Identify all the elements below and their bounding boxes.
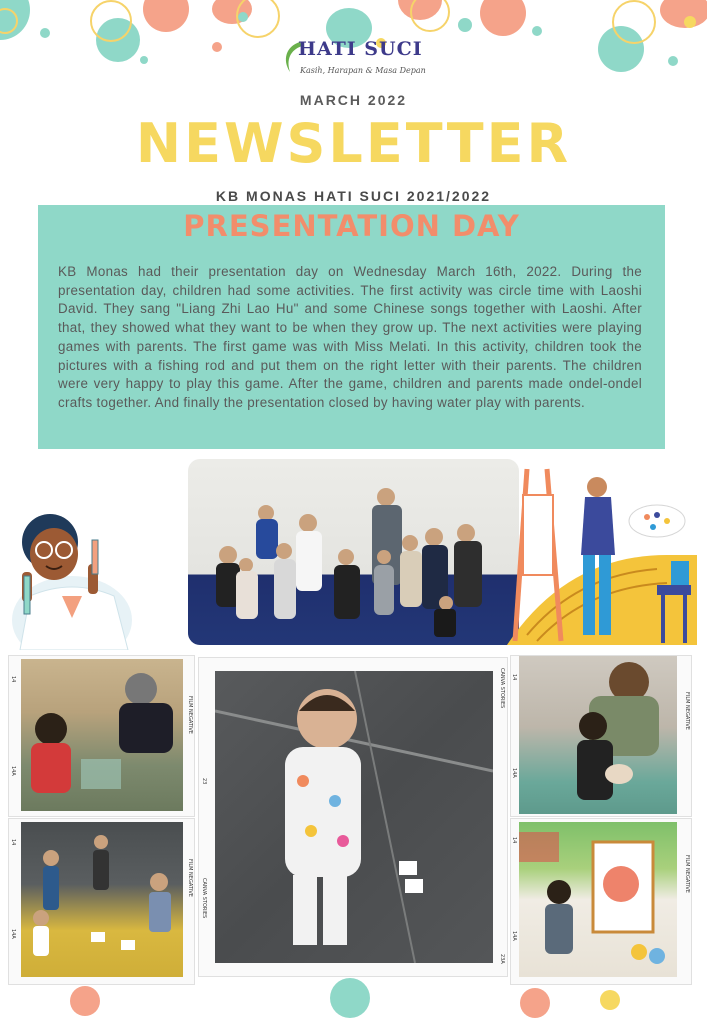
film-frame-number: 14 xyxy=(511,674,517,681)
school-logo xyxy=(280,38,430,84)
film-frame-number: 14A xyxy=(511,931,517,941)
logo-name: HATI SUCI xyxy=(298,38,423,60)
film-frame-number: 14A xyxy=(511,768,517,778)
film-negative-label: FILM NEGATIVE xyxy=(684,855,690,893)
film-photo-right-bottom xyxy=(510,818,692,985)
film-brand-label: CANVA STORIES xyxy=(499,668,505,709)
film-brand-label: CANVA STORIES xyxy=(201,878,207,919)
article-panel xyxy=(38,205,665,449)
child-painting-easel-photo-figure xyxy=(519,822,677,977)
newsletter-title: NEWSLETTER xyxy=(135,112,572,175)
group-photo xyxy=(188,459,519,645)
film-photo-left-top xyxy=(8,655,195,817)
parent-child-craft-photo-figure xyxy=(519,656,677,814)
film-frame-number: 14 xyxy=(511,837,517,844)
issue-month: MARCH 2022 xyxy=(299,92,408,108)
film-frame-number: 23 xyxy=(201,778,207,785)
school-year-subtitle: KB MONAS HATI SUCI 2021/2022 xyxy=(215,188,492,204)
film-frame-number: 14A xyxy=(10,766,16,776)
film-frame-number: 14A xyxy=(10,929,16,939)
group-people-figure xyxy=(188,459,519,645)
film-photo-right-top xyxy=(510,655,692,817)
painter-illustration xyxy=(507,465,697,645)
kids-outdoor-game-photo-figure xyxy=(21,822,183,977)
film-negative-label: FILM NEGATIVE xyxy=(684,692,690,730)
film-photo-left-bottom xyxy=(8,818,195,985)
film-photo-center xyxy=(198,657,508,977)
film-frame-number: 23A xyxy=(499,954,505,964)
article-body: KB Monas had their presentation day on Wednesday March 16th, 2022. During the presentation day, children had some activities. The first activity was circle time with Laoshi David. They sang "Liang Zhi Lao Hu" and some Chinese songs together with Laoshi. After that, they showed what they want to be when they grow up. The next activities were playing games with parents. The first game was with Miss Melati. In this activity, children took the pictures with a fishing rod and put them on the right letter with their parents. The children were very happy to play this game. After the game, children and parents made ondel-ondel crafts together. And finally the presentation closed by having water play with parents. xyxy=(58,264,642,410)
film-negative-label: FILM NEGATIVE xyxy=(187,696,193,734)
boy-fishing-game-photo-figure xyxy=(215,671,493,963)
logo-tagline: Kasih, Harapan & Masa Depan xyxy=(300,66,426,75)
film-frame-number: 14 xyxy=(10,676,16,683)
film-frame-number: 14 xyxy=(10,839,16,846)
film-negative-label: FILM NEGATIVE xyxy=(187,859,193,897)
kids-craft-photo-figure xyxy=(21,659,183,811)
scientist-illustration xyxy=(0,500,150,650)
article-title: PRESENTATION DAY xyxy=(183,209,520,243)
